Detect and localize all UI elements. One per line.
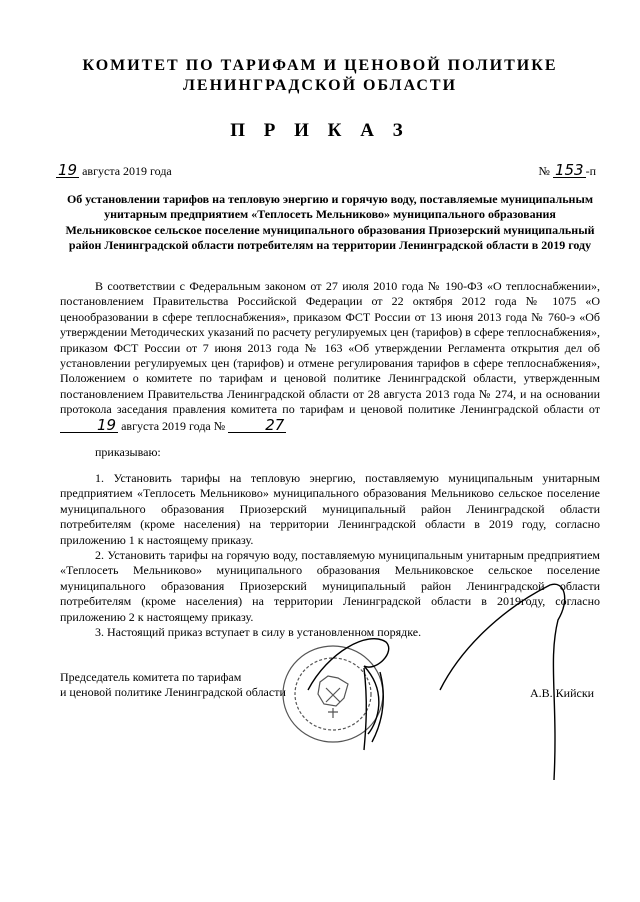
preamble-text-after-day: августа 2019 года № (121, 418, 226, 433)
handwritten-number: 153 (554, 161, 584, 179)
preamble (60, 279, 600, 434)
signatory-position-line-1: Председатель комитета по тарифам (60, 670, 242, 684)
number-suffix: -п (585, 164, 596, 178)
org-line-2: ЛЕНИНГРАДСКОЙ ОБЛАСТИ (182, 77, 458, 94)
order-item-3: 3. Настоящий приказ вступает в силу в установленном порядке. (95, 625, 422, 640)
handwritten-day: 19 (58, 161, 78, 179)
date-number-line (56, 163, 596, 179)
organization-name (0, 56, 640, 96)
order-item-1: 1. Установить тарифы на тепловую энергию, поставляемую муниципальным унитарным предприятием «Теплосеть Мельниково» муниципального образования Мельниково сельское поселение муниципального образования Приозерский муниципальный район Ленинградской области потребителям (кроме населения) на территории Ленинградской области в 2019 году, согласно приложению 1 к настоящему приказу. (60, 471, 600, 547)
preamble-text: В соответствии с Федеральным законом от 27 июля 2010 года № 190-ФЗ «О теплоснабжении», постановлением Правительства Российской Федерации от 22 октября 2012 года № 1075 «О ценообразовании в сфере теплоснабжения», приказом ФСТ России от 13 июня 2013 года № 760-э «Об утверждении Методических указаний по расчету регулируемых цен (тарифов) в сфере теплоснабжения», приказом ФСТ России от 7 июня 2013 года № 163 «Об утверждении Регламента открытия дел об установлении регулируемых цен (тарифов) и отмене регулирования тарифов в сфере теплоснабжения», Положением о комитете по тарифам и ценовой политике Ленинградской области, утвержденным постановлением Правительства Ленинградской области от 28 августа 2013 года № 274, и на основании протокола заседания правления комитета по тарифам и ценовой политике Ленинградской области от (60, 279, 600, 417)
document-date (56, 163, 172, 179)
order-item-2: 2. Установить тарифы на горячую воду, поставляемую муниципальным унитарным предприятием «Теплосеть Мельниково» муниципального образования Мельниковское сельское поселение муниципального образования Приозерский муниципальный район Ленинградской области потребителям (кроме населения) на территории Ленинградской области в 2019году, согласно приложению 2 к настоящему приказу. (60, 548, 600, 624)
date-month-year: августа 2019 года (82, 164, 172, 178)
document-subject: Об установлении тарифов на тепловую энергию и горячую воду, поставляемые муниципальным унитарным предприятием «Теплосеть Мельниково» муниципального образования Мельниковское сельское поселение муниципального образования Приозерский муниципальный район Ленинградской области потребителям на территории Ленинградской области в 2019 году (65, 192, 595, 253)
official-seal-icon (268, 632, 398, 752)
document-type-title: П Р И К А З (230, 120, 410, 141)
number-prefix: № (538, 164, 550, 178)
preamble-paragraph (60, 279, 600, 434)
signatory-position (60, 670, 286, 701)
order-word: приказываю: (95, 445, 161, 459)
signature-stroke-icon (430, 580, 580, 780)
document-number (538, 163, 596, 179)
handwritten-protocol-number: 27 (228, 418, 286, 433)
signatory-name: А.В. Кийски (530, 686, 595, 700)
org-line-1: КОМИТЕТ ПО ТАРИФАМ И ЦЕНОВОЙ ПОЛИТИКЕ (82, 57, 558, 74)
handwritten-protocol-day: 19 (60, 418, 118, 433)
signatory-position-line-2: и ценовой политике Ленинградской области (60, 685, 286, 700)
